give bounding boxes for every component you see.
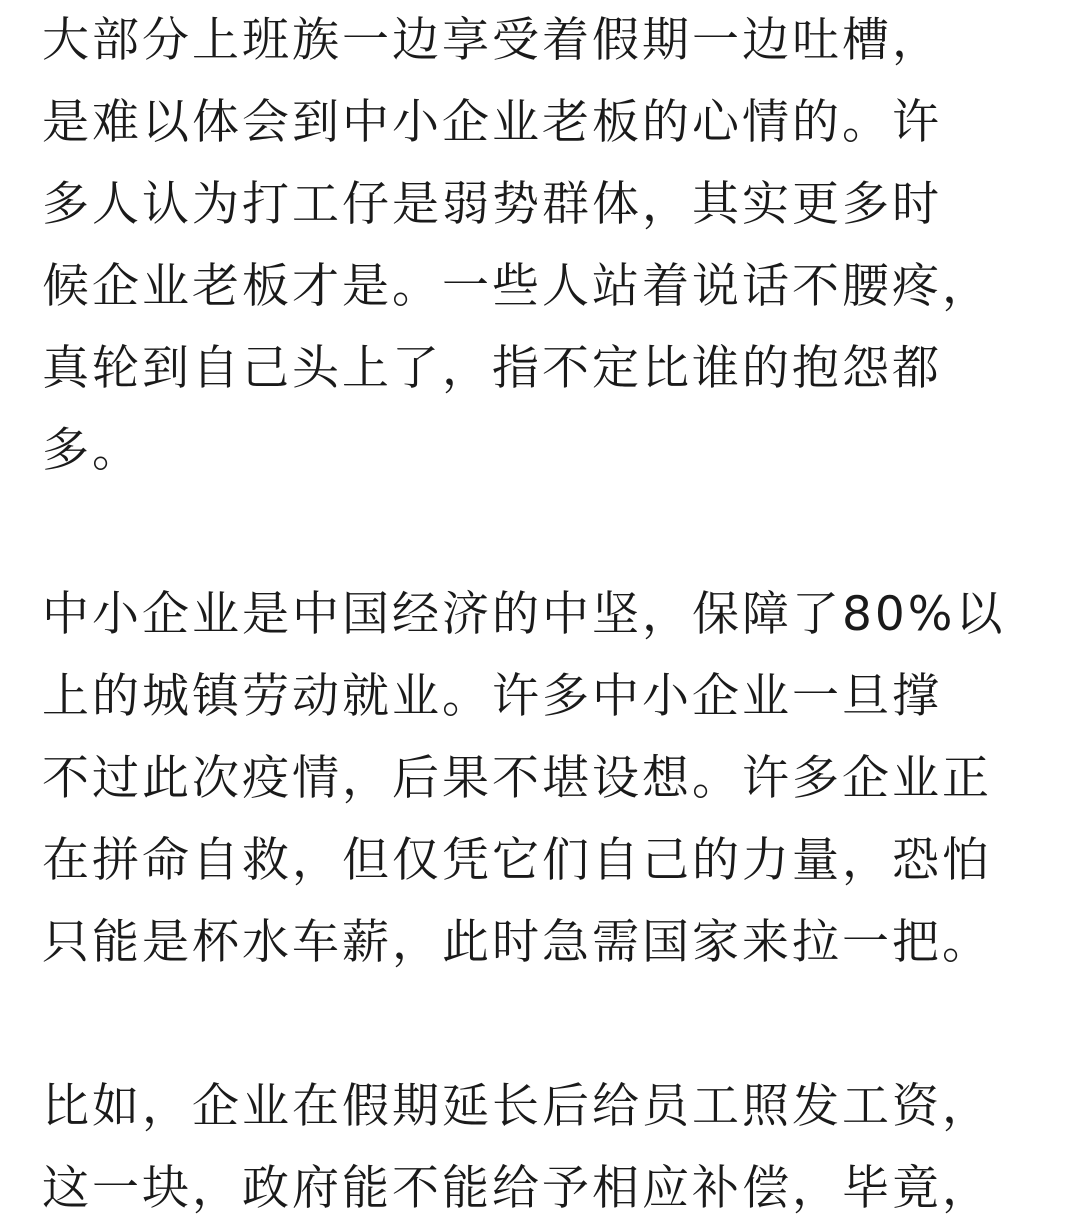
text-line: 真轮到自己头上了，指不定比谁的抱怨都 [42, 341, 942, 396]
paragraph-spacer [42, 492, 1042, 574]
text-line: 上的城镇劳动就业。许多中小企业一旦撑 [42, 669, 942, 724]
paragraph-2 [42, 574, 1042, 984]
article-body [42, 0, 1042, 1230]
text-line: 这一块，政府能不能给予相应补偿，毕竟， [42, 1161, 992, 1216]
paragraph-1 [42, 0, 1042, 492]
text-line: 候企业老板才是。一些人站着说话不腰疼， [42, 259, 992, 314]
paragraph-spacer [42, 984, 1042, 1066]
text-line: 大部分上班族一边享受着假期一边吐槽， [42, 13, 942, 68]
text-line: 比如，企业在假期延长后给员工照发工资， [42, 1079, 992, 1134]
text-line: 不过此次疫情，后果不堪设想。许多企业正 [42, 751, 992, 806]
text-line: 是难以体会到中小企业老板的心情的。许 [42, 95, 942, 150]
text-line: 在拼命自救，但仅凭它们自己的力量，恐怕 [42, 833, 992, 888]
text-line: 中小企业是中国经济的中坚，保障了80%以 [42, 587, 1006, 642]
text-line: 只能是杯水车薪，此时急需国家来拉一把。 [42, 915, 992, 970]
text-line: 多。 [42, 423, 142, 478]
paragraph-3 [42, 1066, 1042, 1230]
text-line: 多人认为打工仔是弱势群体，其实更多时 [42, 177, 942, 232]
